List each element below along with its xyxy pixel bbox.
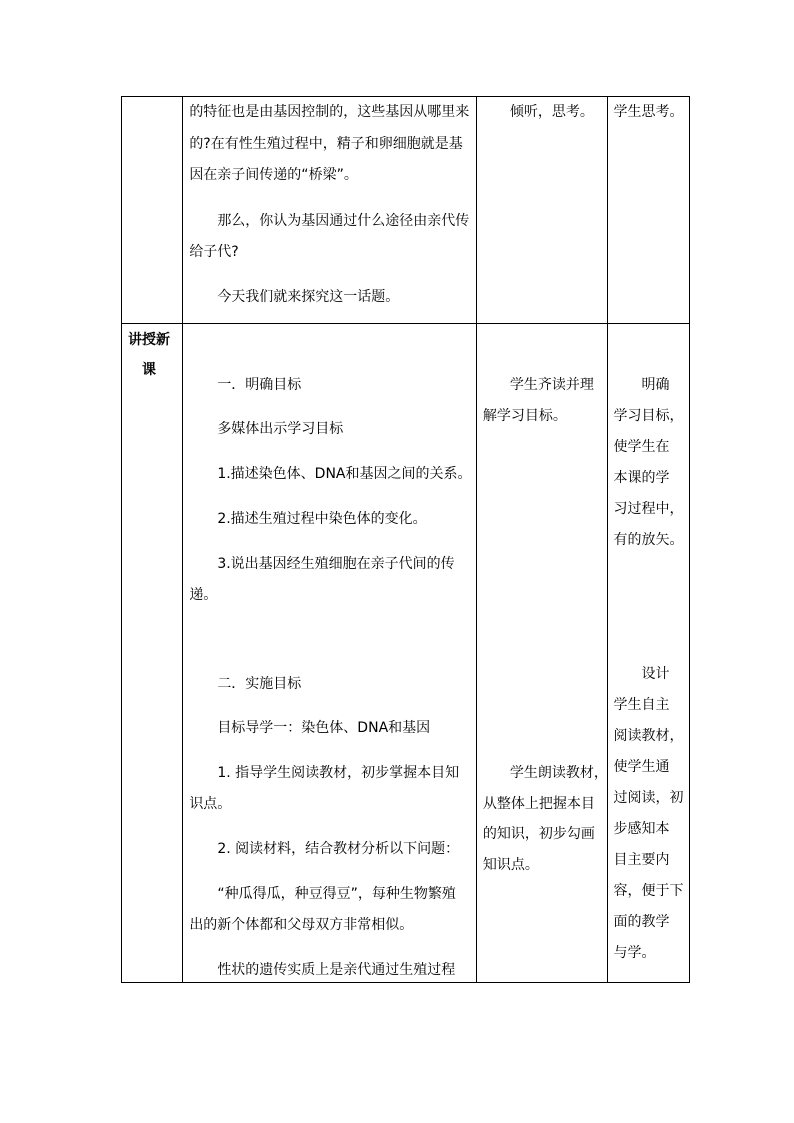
text-line: 1. 指导学生阅读教材，初步掌握本目知 — [217, 765, 460, 781]
text-line: 目标导学一：染色体、DNA和基因 — [217, 720, 431, 736]
text-line: 那么，你认为基因通过什么途径由亲代传 — [217, 213, 470, 229]
text-line: 学习目标， — [613, 408, 684, 424]
text-line: 递。 — [189, 587, 218, 603]
lesson-plan-table — [121, 96, 690, 983]
text-line: 使学生在 — [613, 439, 670, 455]
design-intent-cell — [607, 324, 689, 983]
stage-label: 讲授新 — [128, 332, 170, 348]
text-line: 阅读教材， — [613, 728, 684, 744]
text-line: 本课的学 — [613, 470, 670, 486]
text-line: 从整体上把握本目 — [482, 796, 595, 812]
text-line: 2.描述生殖过程中染色体的变化。 — [217, 511, 427, 527]
text-line: 学生朗读教材， — [509, 765, 608, 781]
text-line: 与学。 — [613, 945, 656, 961]
text-line: 习过程中， — [613, 501, 684, 517]
teacher-activity-cell — [183, 97, 477, 324]
text-line: 今天我们就来探究这一话题。 — [217, 289, 400, 305]
text-line: 明确 — [641, 377, 670, 393]
student-activity-cell — [476, 97, 607, 324]
text-line: 性状的遗传实质上是亲代通过生殖过程 — [217, 962, 456, 978]
section-heading: 二．实施目标 — [217, 676, 302, 692]
text-line: 设计 — [641, 666, 670, 682]
text-line: 学生思考。 — [613, 104, 684, 120]
teacher-activity-cell — [183, 324, 477, 983]
text-line: 2. 阅读材料，结合教材分析以下问题： — [217, 841, 460, 857]
text-line: 容，便于下 — [613, 883, 684, 899]
text-line: 3.说出基因经生殖细胞在亲子代间的传 — [217, 556, 455, 572]
design-intent-cell — [607, 97, 689, 324]
text-line: 的特征也是由基因控制的，这些基因从哪里来 — [189, 104, 470, 120]
text-line: 倾听，思考。 — [509, 104, 594, 120]
text-line: 识点。 — [189, 796, 232, 812]
text-line: 的?在有性生殖过程中，精子和卵细胞就是基 — [189, 136, 463, 152]
text-line: “种瓜得瓜，种豆得豆”，每种生物繁殖 — [217, 886, 456, 902]
text-line: 过阅读，初 — [613, 790, 684, 806]
text-line: 因在亲子间传递的“桥梁”。 — [189, 167, 358, 183]
text-line: 步感知本 — [613, 821, 670, 837]
table-row — [122, 97, 690, 324]
text-line: 给子代? — [189, 244, 239, 260]
text-line: 面的教学 — [613, 914, 670, 930]
student-activity-cell — [476, 324, 607, 983]
stage-cell — [122, 324, 183, 983]
table-row — [122, 324, 690, 983]
stage-label: 课 — [142, 362, 156, 378]
text-line: 学生自主 — [613, 697, 670, 713]
text-line: 目主要内 — [613, 852, 670, 868]
text-line: 知识点。 — [482, 857, 539, 873]
text-line: 1.描述染色体、DNA和基因之间的关系。 — [217, 466, 472, 482]
text-line: 使学生通 — [613, 759, 670, 775]
section-heading: 一．明确目标 — [217, 377, 302, 393]
text-line: 出的新个体都和父母双方非常相似。 — [189, 917, 414, 933]
stage-cell — [122, 97, 183, 324]
text-line: 学生齐读并理 — [509, 377, 594, 393]
text-line: 多媒体出示学习目标 — [217, 421, 344, 437]
text-line: 有的放矢。 — [613, 532, 684, 548]
text-line: 解学习目标。 — [482, 408, 567, 424]
text-line: 的知识，初步勾画 — [482, 826, 595, 842]
